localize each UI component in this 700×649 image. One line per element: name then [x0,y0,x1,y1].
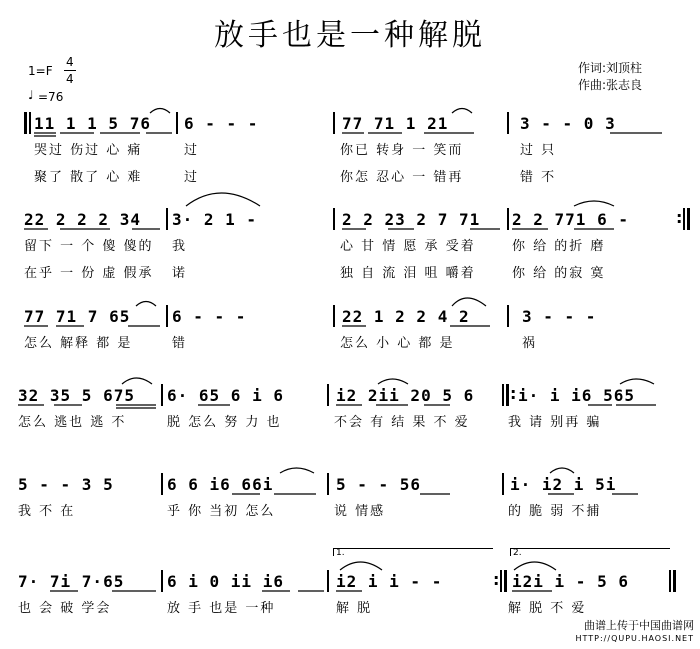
row2-lyrics1-m3: 心 甘 情 愿 承 受着 [340,239,476,254]
row5-lyrics1-m3: 说 情感 [334,504,386,519]
repeat-end-dots: : [676,208,683,227]
row5-measure2-notes: 6 6 i6 66i [167,475,274,494]
row1-lyrics1-m2: 过 [184,143,200,158]
row5-lyrics1-m2: 乎 你 当初 怎么 [167,504,276,519]
row1-measure2-notes: 6 - - - [184,114,259,133]
row1-lyrics2-m4: 错 不 [520,170,557,185]
composer-credit: 作曲:张志良 [578,78,643,92]
row6-lyrics1-m1: 也 会 破 学会 [18,601,112,616]
row4-measure4-notes: i· i i6 565 [518,386,635,405]
row6-measure4-notes: i2i i - 5 6 [512,572,629,591]
row1-lyrics1-m4: 过 只 [520,143,557,158]
row2-lyrics2-m4: 你 给 的寂 寞 [512,266,606,281]
tempo-marking: =76 [38,90,64,104]
row5-lyrics1-m4: 的 脆 弱 不捕 [508,504,602,519]
row3-measure1-notes: 77 71 7 65 [24,307,131,326]
row6-lyrics1-m2: 放 手 也是 一种 [167,601,276,616]
row3-measure3-notes: 22 1 2 2 4 2 [342,307,470,326]
row2-measure3-notes: 2 2 23 2 7 71 [342,210,481,229]
row3-lyrics1-m3: 怎么 小 心 都 是 [340,336,455,351]
row4-measure3-notes: i2 2ii 20 5 6 [336,386,475,405]
volta2-label: 2. [513,548,522,558]
lyricist-credit: 作词:刘顶柱 [578,61,643,75]
row6-measure2-notes: 6 i 0 ii i6 [167,572,284,591]
row1-lyrics2-m1: 聚了 散了 心 难 [34,170,143,185]
row2-lyrics2-m2: 诺 [172,266,188,281]
time-signature-bottom: 4 [66,72,74,86]
page-title: 放手也是一种解脱 [214,18,486,53]
row4-measure2-notes: 6· 65 6 i 6 [167,386,284,405]
row2-measure1-notes: 22 2 2 2 34 [24,210,141,229]
row2-lyrics1-m1: 留下 一 个 傻 傻的 [24,239,154,254]
row5-measure3-notes: 5 - - 56 [336,475,422,494]
row4-lyrics1-m2: 脱 怎么 努 力 也 [167,415,282,430]
watermark-url: HTTP://QUPU.HAOSI.NET [575,634,694,643]
volta1-label: 1. [336,548,345,558]
row4-lyrics1-m1: 怎么 逃也 逃 不 [18,415,127,430]
row1-measure4-notes: 3 - - 0 3 [520,114,616,133]
row1-lyrics2-m3: 你怎 忍心 一 错再 [340,170,464,185]
repeat-start-dots: : [510,384,517,403]
row4-lyrics1-m4: 我 请 别再 骗 [508,415,602,430]
row1-lyrics1-m3: 你已 转身 一 笑而 [340,143,464,158]
row1-lyrics1-m1: 哭过 伤过 心 痛 [34,143,143,158]
row6-measure3-notes: i2 i i - - [336,572,443,591]
row2-lyrics1-m4: 你 给 的折 磨 [512,239,606,254]
row2-lyrics2-m1: 在乎 一 份 虚 假承 [24,266,154,281]
row1-measure1-notes: 11 1 1 5 76 [34,114,151,133]
row2-lyrics1-m2: 我 [172,239,188,254]
row5-lyrics1-m1: 我 不 在 [18,504,76,519]
row3-measure4-notes: 3 - - - [522,307,597,326]
key-signature: 1=F [28,64,53,78]
row3-measure2-notes: 6 - - - [172,307,247,326]
row2-measure4-notes: 2 2 771 6 - [512,210,629,229]
row3-lyrics1-m2: 错 [172,336,188,351]
quarter-note-icon: ♩ [28,88,34,102]
row5-measure1-notes: 5 - - 3 5 [18,475,114,494]
row4-lyrics1-m3: 不会 有 结 果 不 爱 [334,415,470,430]
row1-lyrics2-m2: 过 [184,170,200,185]
repeat-end-dots: : [493,570,500,589]
watermark-line1: 曲谱上传于中国曲谱网 [584,619,694,632]
row6-measure1-notes: 7· 7i 7·65 [18,572,125,591]
row5-measure4-notes: i· i2 i 5i [510,475,617,494]
row2-lyrics2-m3: 独 自 流 泪 咀 嚼着 [340,266,476,281]
row3-lyrics1-m1: 怎么 解释 都 是 [24,336,133,351]
site-watermark [576,619,694,645]
row6-lyrics1-m3: 解 脱 [336,601,373,616]
row1-measure3-notes: 77 71 1 21 [342,114,449,133]
row3-lyrics1-m4: 祸 [522,336,538,351]
row4-measure1-notes: 32 35 5 675 [18,386,135,405]
row2-measure2-notes: 3· 2 1 - [172,210,258,229]
row6-lyrics1-m4: 解 脱 不 爱 [508,601,587,616]
time-signature-top: 4 [66,55,74,69]
